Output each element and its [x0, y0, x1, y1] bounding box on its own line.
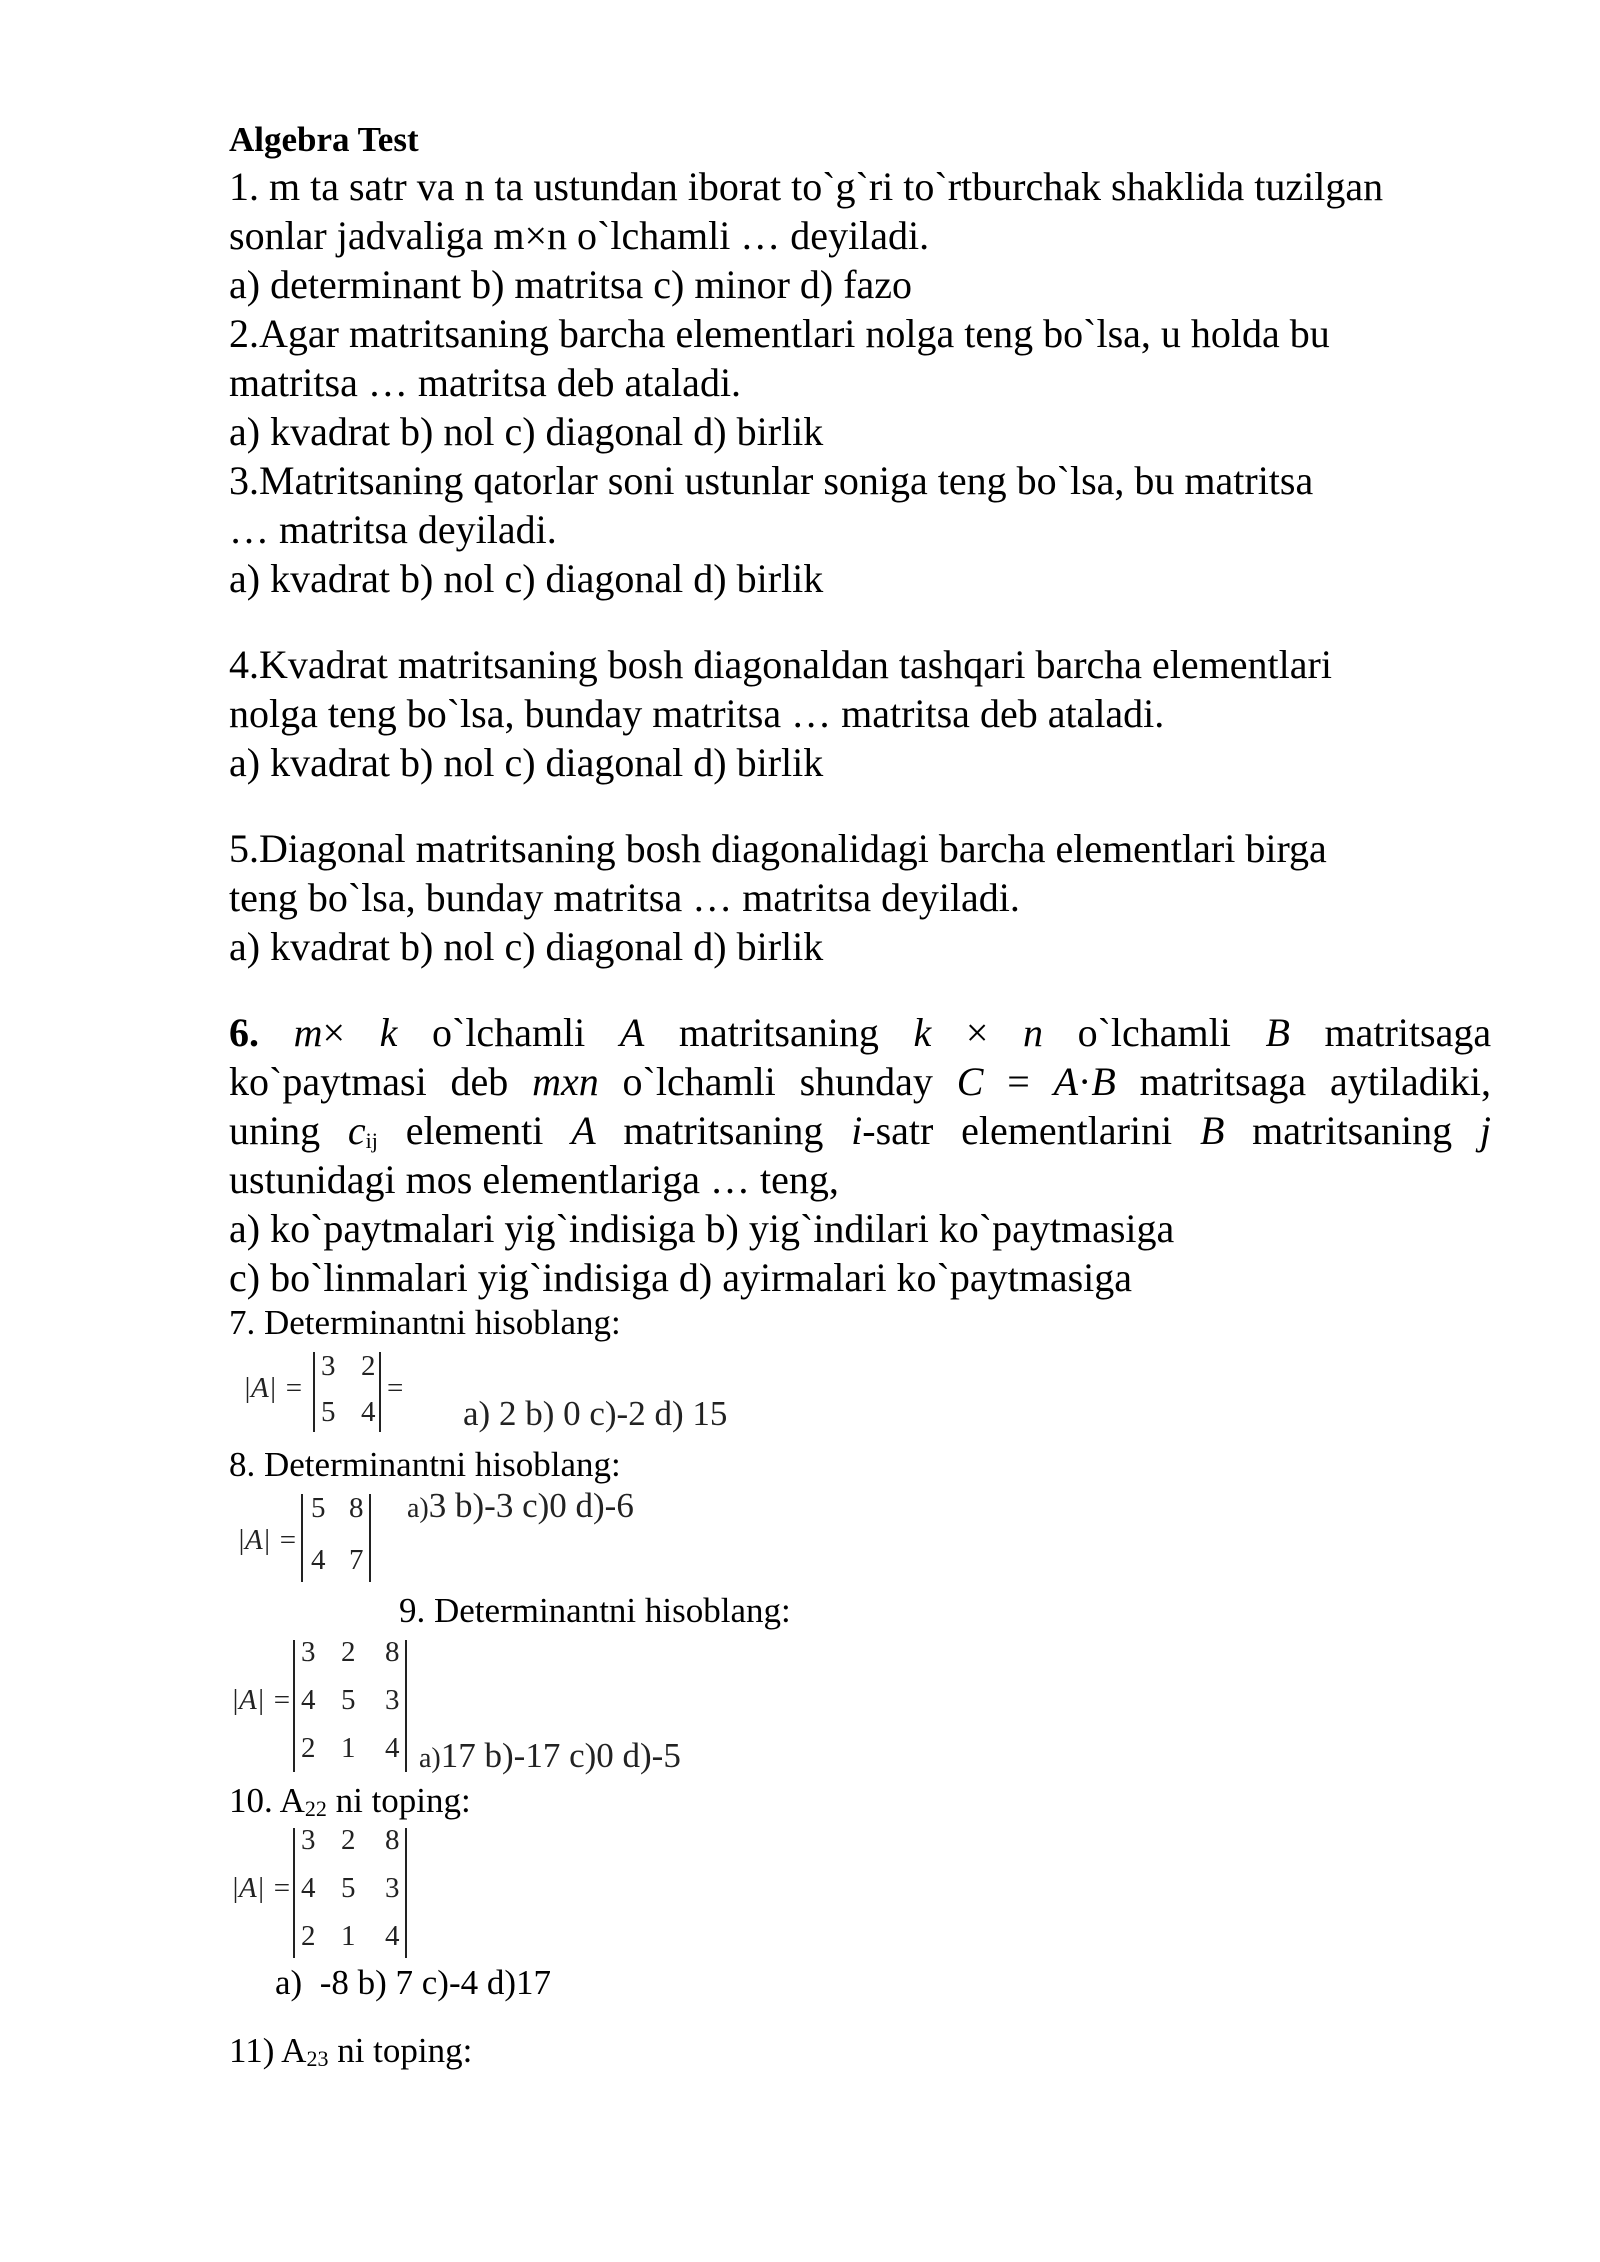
question-8-answers [407, 1486, 634, 1526]
question-6-line-2 [229, 1057, 1491, 1106]
text-fragment: o`lchamli shunday [622, 1059, 933, 1104]
det-bar-left [293, 1640, 295, 1772]
det-equals: = [387, 1372, 404, 1404]
question-5-answers: a) kvadrat b) nol c) diagonal d) birlik [229, 924, 824, 969]
det-cell: 8 [385, 1636, 400, 1668]
question-7-label: 7. Determinantni hisoblang: [229, 1303, 621, 1342]
det-bar-left [301, 1494, 303, 1582]
math-c: c [347, 1108, 366, 1153]
question-5-line-2: teng bo`lsa, bunday matritsa … matritsa deyiladi. [229, 875, 1020, 920]
det-cell: 4 [361, 1396, 376, 1428]
math-A: A [619, 1010, 645, 1055]
math-k: k [913, 1010, 932, 1055]
math-C: C [956, 1059, 984, 1104]
det-cell: 2 [341, 1636, 356, 1668]
question-5-line-1: 5.Diagonal matritsaning bosh diagonalidagi barcha elementlari birga [229, 826, 1327, 871]
det-cell: 8 [349, 1492, 364, 1524]
det-cell: 1 [341, 1732, 356, 1764]
answer-values: 3 b)-3 c)0 d)-6 [428, 1486, 634, 1525]
text-fragment: o`lchamli [432, 1010, 586, 1055]
question-3 [229, 456, 1491, 603]
det-bar-right [379, 1352, 381, 1432]
question-6-answers-2: c) bo`linmalari yig`indisiga d) ayirmalari ko`paytmasiga [229, 1255, 1133, 1300]
math-B: B [1091, 1059, 1116, 1104]
det-bar-left [313, 1352, 315, 1432]
math-m: m [293, 1010, 323, 1055]
question-1-line-2: sonlar jadvaliga m×n o`lchamli … deyiladi. [229, 213, 930, 258]
answer-values: 17 b)-17 c)0 d)-5 [440, 1736, 681, 1775]
det-cell: 4 [311, 1544, 326, 1576]
question-7-answers: a) 2 b) 0 c)-2 d) 15 [463, 1394, 728, 1433]
question-9-determinant [229, 1632, 1491, 1780]
det-lhs: |A| = [231, 1872, 292, 1904]
det-cell: 7 [349, 1544, 364, 1576]
question-2 [229, 309, 1491, 456]
question-11-label [229, 2030, 1491, 2072]
question-10-label [229, 1780, 1491, 1822]
question-2-line-1: 2.Agar matritsaning barcha elementlari nolga teng bo`lsa, u holda bu [229, 311, 1330, 356]
det-cell: 5 [341, 1684, 356, 1716]
question-6-line-3 [229, 1106, 1491, 1155]
question-6-number: 6. [229, 1010, 259, 1055]
math-k: k [379, 1010, 398, 1055]
math-i: i [851, 1108, 863, 1153]
det-lhs: |A| = [231, 1684, 292, 1716]
answer-a-label: a) [419, 1743, 441, 1774]
text-fragment: uning [229, 1108, 321, 1153]
det-lhs: |A| = [237, 1524, 298, 1556]
det-cell: 3 [385, 1872, 400, 1904]
det-bar-right [369, 1494, 371, 1582]
subscript-22: 22 [304, 1796, 327, 1821]
question-7-determinant [229, 1344, 1491, 1444]
text-fragment: matritsaga aytiladiki, [1139, 1059, 1492, 1104]
question-3-line-2: … matritsa deyiladi. [229, 507, 557, 552]
dot-sign: · [1078, 1059, 1092, 1104]
math-B: B [1199, 1108, 1225, 1153]
math-A: A [571, 1108, 596, 1153]
question-3-answers: a) kvadrat b) nol c) diagonal d) birlik [229, 556, 824, 601]
text-fragment: ko`paytmasi deb [229, 1059, 509, 1104]
question-1-line-1: 1. m ta satr va n ta ustundan iborat to`g`ri to`rtburchak shaklida tuzilgan [229, 164, 1384, 209]
math-j: j [1479, 1108, 1492, 1153]
det-cell: 2 [301, 1920, 316, 1952]
text-fragment: matritsaning [623, 1108, 824, 1153]
det-bar-left [293, 1828, 295, 1958]
text-fragment: matritsaning [678, 1010, 879, 1055]
question-2-line-2: matritsa … matritsa deb ataladi. [229, 360, 742, 405]
text-fragment: -satr elementlarini [862, 1108, 1173, 1153]
page-title: Algebra Test [229, 120, 419, 159]
question-8-determinant [229, 1486, 1491, 1598]
question-6-line-1 [229, 1008, 1491, 1057]
det-cell: 3 [321, 1350, 336, 1382]
subscript-23: 23 [306, 2046, 329, 2071]
question-6-answers-1: a) ko`paytmalari yig`indisiga b) yig`indilari ko`paytmasiga [229, 1206, 1175, 1251]
det-cell: 2 [361, 1350, 376, 1382]
det-cell: 4 [301, 1872, 316, 1904]
question-4-line-2: nolga teng bo`lsa, bunday matritsa … matritsa deb ataladi. [229, 691, 1165, 736]
det-bar-right [405, 1828, 407, 1958]
question-8-label: 8. Determinantni hisoblang: [229, 1445, 621, 1484]
det-lhs: |A| = [243, 1372, 304, 1404]
det-cell: 4 [385, 1920, 400, 1952]
question-9-answers [419, 1736, 681, 1776]
det-cell: 1 [341, 1920, 356, 1952]
det-cell: 4 [301, 1684, 316, 1716]
math-B: B [1265, 1010, 1290, 1055]
det-bar-right [405, 1640, 407, 1772]
question-1-answers: a) determinant b) matritsa c) minor d) fazo [229, 262, 913, 307]
question-1 [229, 162, 1491, 309]
question-3-line-1: 3.Matritsaning qatorlar soni ustunlar soniga teng bo`lsa, bu matritsa [229, 458, 1314, 503]
text-fragment: matritsaga [1324, 1010, 1492, 1055]
label-text: ni toping: [328, 2031, 473, 2070]
question-5 [229, 824, 1491, 971]
det-cell: 5 [341, 1872, 356, 1904]
times-sign: × [322, 1010, 346, 1055]
question-6-line-4: ustunidagi mos elementlariga … teng, [229, 1157, 839, 1202]
label-text: 10. A [229, 1781, 305, 1820]
subscript-ij: ij [365, 1128, 378, 1153]
question-2-answers: a) kvadrat b) nol c) diagonal d) birlik [229, 409, 824, 454]
equals-sign: = [1007, 1059, 1030, 1104]
det-cell: 4 [385, 1732, 400, 1764]
question-10-answers: a) -8 b) 7 c)-4 d)17 [275, 1963, 552, 2002]
test-page [229, 118, 1491, 2072]
question-6 [229, 1008, 1491, 1302]
label-text: ni toping: [326, 1781, 471, 1820]
det-cell: 5 [321, 1396, 336, 1428]
text-fragment: o`lchamli [1077, 1010, 1231, 1055]
text-fragment: elementi [405, 1108, 544, 1153]
label-text: 11) A [229, 2031, 307, 2070]
text-fragment: matritsaning [1252, 1108, 1453, 1153]
question-4-answers: a) kvadrat b) nol c) diagonal d) birlik [229, 740, 824, 785]
question-9-label: 9. Determinantni hisoblang: [399, 1591, 791, 1630]
det-cell: 3 [301, 1824, 316, 1856]
math-n: n [1022, 1010, 1043, 1055]
question-4 [229, 640, 1491, 787]
det-cell: 2 [341, 1824, 356, 1856]
answer-a-label: a) [407, 1493, 429, 1524]
det-cell: 3 [301, 1636, 316, 1668]
det-cell: 3 [385, 1684, 400, 1716]
question-4-line-1: 4.Kvadrat matritsaning bosh diagonaldan tashqari barcha elementlari [229, 642, 1332, 687]
question-10-determinant [229, 1822, 1491, 1962]
math-A: A [1053, 1059, 1078, 1104]
det-cell: 5 [311, 1492, 326, 1524]
det-cell: 8 [385, 1824, 400, 1856]
det-cell: 2 [301, 1732, 316, 1764]
times-sign: × [965, 1010, 989, 1055]
math-mxn: mxn [532, 1059, 599, 1104]
